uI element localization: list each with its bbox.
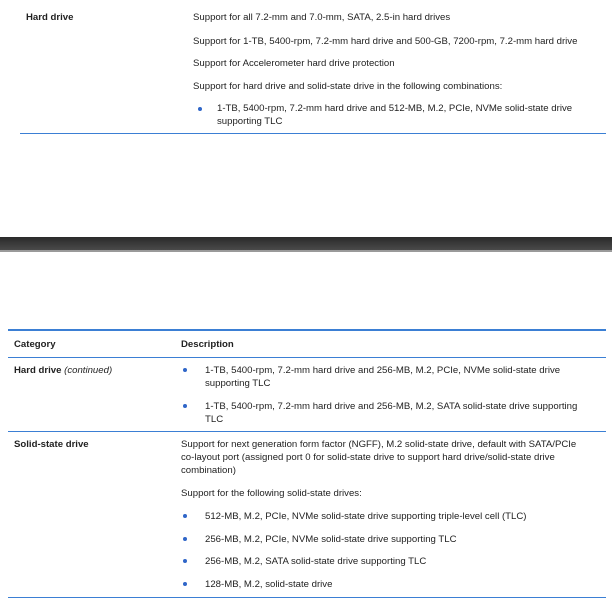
spec-line: Support for all 7.2-mm and 7.0-mm, SATA, 2.5-in hard drives: [193, 12, 451, 23]
ssd-description: Support for next generation form factor (NGFF), M.2 solid-state drive, default with SATA/PCIe co-layout port (assigned port 0 for solid-state drive to support hard drive/solid-state drive combination): [181, 439, 577, 476]
header-bottom-rule: [8, 357, 606, 358]
table-bottom-rule: [8, 597, 606, 598]
header-top-rule: [8, 329, 606, 331]
bullet-text: 512-MB, M.2, PCIe, NVMe solid-state drive supporting triple-level cell (TLC): [205, 511, 527, 522]
bullet-icon: [183, 559, 187, 563]
bullet-icon: [183, 404, 187, 408]
bullet-text: 256-MB, M.2, SATA solid-state drive supporting TLC: [205, 556, 427, 567]
bullet-icon: [183, 368, 187, 372]
page-break-shadow: [0, 250, 612, 252]
bullet-text: 1-TB, 5400-rpm, 7.2-mm hard drive and 256-MB, M.2, SATA solid-state drive supporting TLC: [205, 401, 578, 425]
page-break-divider: [0, 237, 612, 250]
bullet-icon: [183, 537, 187, 541]
table-rule: [20, 133, 606, 134]
bullet-icon: [183, 514, 187, 518]
bullet-icon: [198, 107, 202, 111]
spec-line: Support for 1-TB, 5400-rpm, 7.2-mm hard drive and 500-GB, 7200-rpm, 7.2-mm hard drive: [193, 36, 578, 47]
bullet-icon: [183, 582, 187, 586]
category-name: Hard drive: [14, 365, 62, 376]
description-header: Description: [181, 339, 234, 350]
ssd-list-intro: Support for the following solid-state drives:: [181, 488, 362, 499]
spec-line: Support for Accelerometer hard drive protection: [193, 58, 395, 69]
bullet-text: 1-TB, 5400-rpm, 7.2-mm hard drive and 512-MB, M.2, PCIe, NVMe solid-state drive supporting TLC: [217, 103, 573, 127]
bullet-text: 128-MB, M.2, solid-state drive: [205, 579, 333, 590]
solid-state-drive-label: Solid-state drive: [14, 439, 89, 450]
row-rule: [8, 431, 606, 432]
bullet-text: 1-TB, 5400-rpm, 7.2-mm hard drive and 256-MB, M.2, PCIe, NVMe solid-state drive supporting TLC: [205, 365, 561, 389]
hard-drive-continued-label: [14, 364, 112, 377]
category-header: Category: [14, 339, 56, 350]
spec-line: Support for hard drive and solid-state drive in the following combinations:: [193, 81, 503, 92]
hard-drive-label: Hard drive: [26, 12, 74, 23]
bullet-text: 256-MB, M.2, PCIe, NVMe solid-state drive supporting TLC: [205, 534, 457, 545]
continued-note: (continued): [64, 365, 113, 376]
